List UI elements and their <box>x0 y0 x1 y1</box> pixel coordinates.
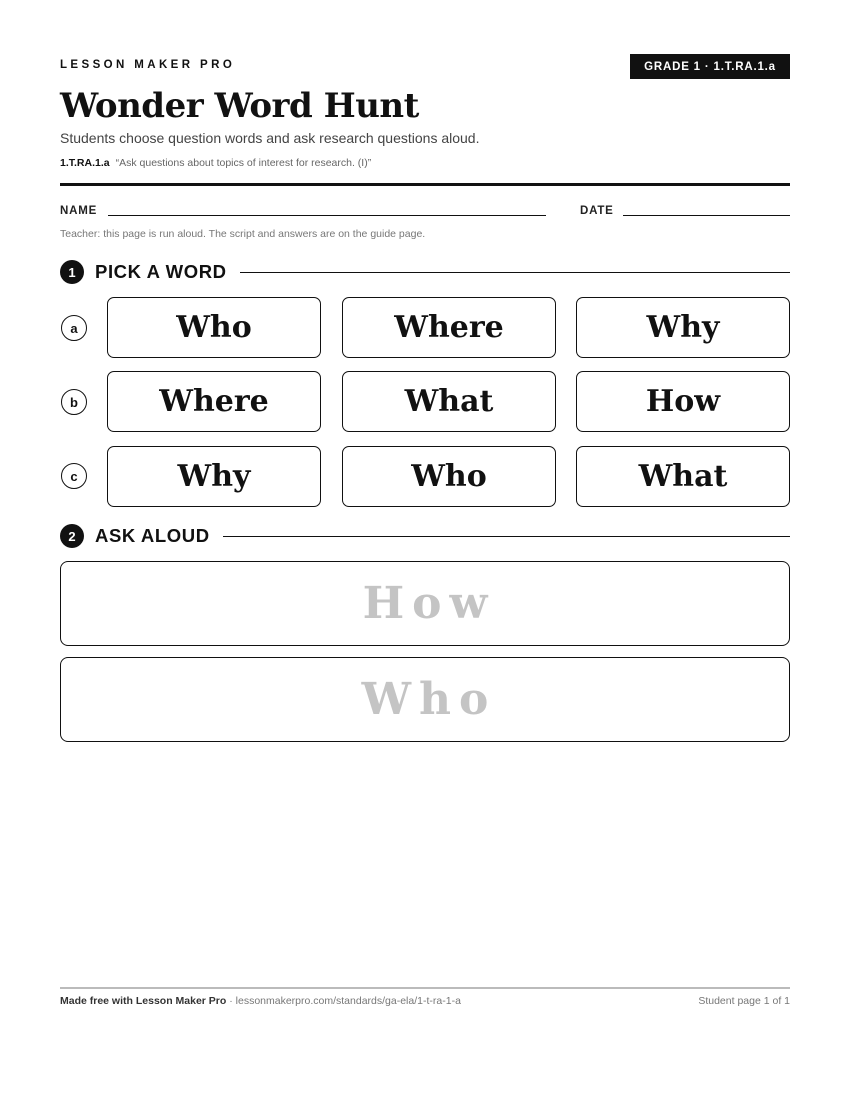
worksheet-title: Wonder Word Hunt <box>60 86 419 126</box>
brand-name: LESSON MAKER PRO <box>60 59 236 71</box>
word-card-c-1[interactable]: Why <box>107 446 321 507</box>
trace-word: Who <box>361 674 497 725</box>
name-label: NAME <box>60 205 98 217</box>
word-card-c-2[interactable]: Who <box>342 446 556 507</box>
ask-aloud-box-1[interactable] <box>60 561 790 646</box>
section-ask-aloud-header <box>60 524 790 548</box>
row-letter-c: c <box>61 463 87 489</box>
section-number-badge: 1 <box>60 260 84 284</box>
page-number: Student page 1 of 1 <box>698 995 790 1007</box>
teacher-note: Teacher: this page is run aloud. The script and answers are on the guide page. <box>60 228 426 240</box>
word-card-b-1[interactable]: Where <box>107 371 321 432</box>
grade-badge: GRADE 1 · 1.T.RA.1.a <box>630 54 790 79</box>
word-card-a-1[interactable]: Who <box>107 297 321 358</box>
ask-aloud-box-2[interactable] <box>60 657 790 742</box>
footer-divider <box>60 987 790 989</box>
row-letter-a: a <box>61 315 87 341</box>
footer-link[interactable]: · lessonmakerpro.com/standards/ga-ela/1-t-ra-1-a <box>226 995 461 1007</box>
date-label: DATE <box>580 205 614 217</box>
word-card-b-2[interactable]: What <box>342 371 556 432</box>
row-letter-b: b <box>61 389 87 415</box>
footer-made-with: Made free with Lesson Maker Pro <box>60 995 227 1007</box>
section-pick-a-word-header <box>60 260 790 284</box>
date-field[interactable] <box>623 215 790 216</box>
word-card-b-3[interactable]: How <box>576 371 790 432</box>
name-field[interactable] <box>108 215 546 216</box>
word-card-a-2[interactable]: Where <box>342 297 556 358</box>
standard-code: 1.T.RA.1.a <box>60 157 110 169</box>
standard-reference <box>60 157 371 169</box>
footer-credit <box>60 995 461 1007</box>
word-card-a-3[interactable]: Why <box>576 297 790 358</box>
section-number-badge: 2 <box>60 524 84 548</box>
worksheet-subtitle: Students choose question words and ask research questions aloud. <box>60 130 480 146</box>
section-title: PICK A WORD <box>95 261 227 282</box>
section-rule <box>240 272 790 273</box>
section-rule <box>223 536 790 537</box>
standard-text: “Ask questions about topics of interest for research. (I)” <box>115 157 372 169</box>
trace-word: How <box>362 578 496 629</box>
header-divider <box>60 183 790 186</box>
section-title: ASK ALOUD <box>95 525 210 546</box>
word-card-c-3[interactable]: What <box>576 446 790 507</box>
